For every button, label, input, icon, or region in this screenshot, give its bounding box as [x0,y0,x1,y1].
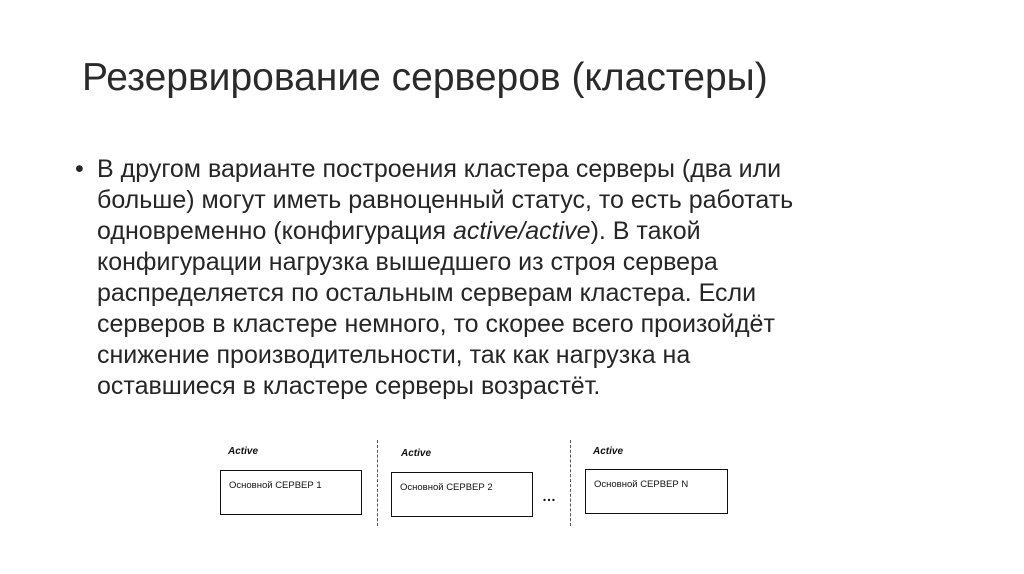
bullet-line: конфигурации нагрузка вышедшего из строя сервера [97,248,718,276]
server-box [391,472,533,517]
server-node-n [585,444,728,516]
bullet-line-part: ). В такой [590,217,701,245]
bullet-text [97,154,793,402]
status-label: Active [401,448,432,459]
server-box [585,469,728,514]
slide-title: Резервирование серверов (кластеры) [82,56,768,99]
bullet-line: снижение производительности, так как нагрузка на [97,341,691,369]
bullet-line: оставшиеся в кластере серверы возрастёт. [97,372,601,400]
server-label: Основной СЕРВЕР 1 [229,480,322,491]
server-label: Основной СЕРВЕР 2 [400,482,493,493]
server-node-1 [220,444,362,516]
dashed-divider [570,440,571,526]
bullet-line: больше) могут иметь равноценный статус, то есть работать [97,186,794,214]
status-label: Active [228,446,259,457]
bullet-marker: • [75,155,84,183]
bullet-line: В другом варианте построения кластера серверы (два или [97,155,782,183]
bullet-paragraph [75,154,955,402]
bullet-line: серверов в кластере немного, то скорее всего произойдёт [97,310,775,338]
server-box [220,470,362,515]
ellipsis: … [542,488,557,504]
server-label: Основной СЕРВЕР N [594,479,689,490]
status-label: Active [593,446,624,457]
bullet-line: распределяется по остальным серверам кластера. Если [97,279,757,307]
bullet-line [97,216,793,247]
server-node-2 [391,446,533,518]
bullet-line-part: одновременно (конфигурация [97,217,453,245]
config-term: active/active [453,217,591,245]
dashed-divider [377,440,378,526]
